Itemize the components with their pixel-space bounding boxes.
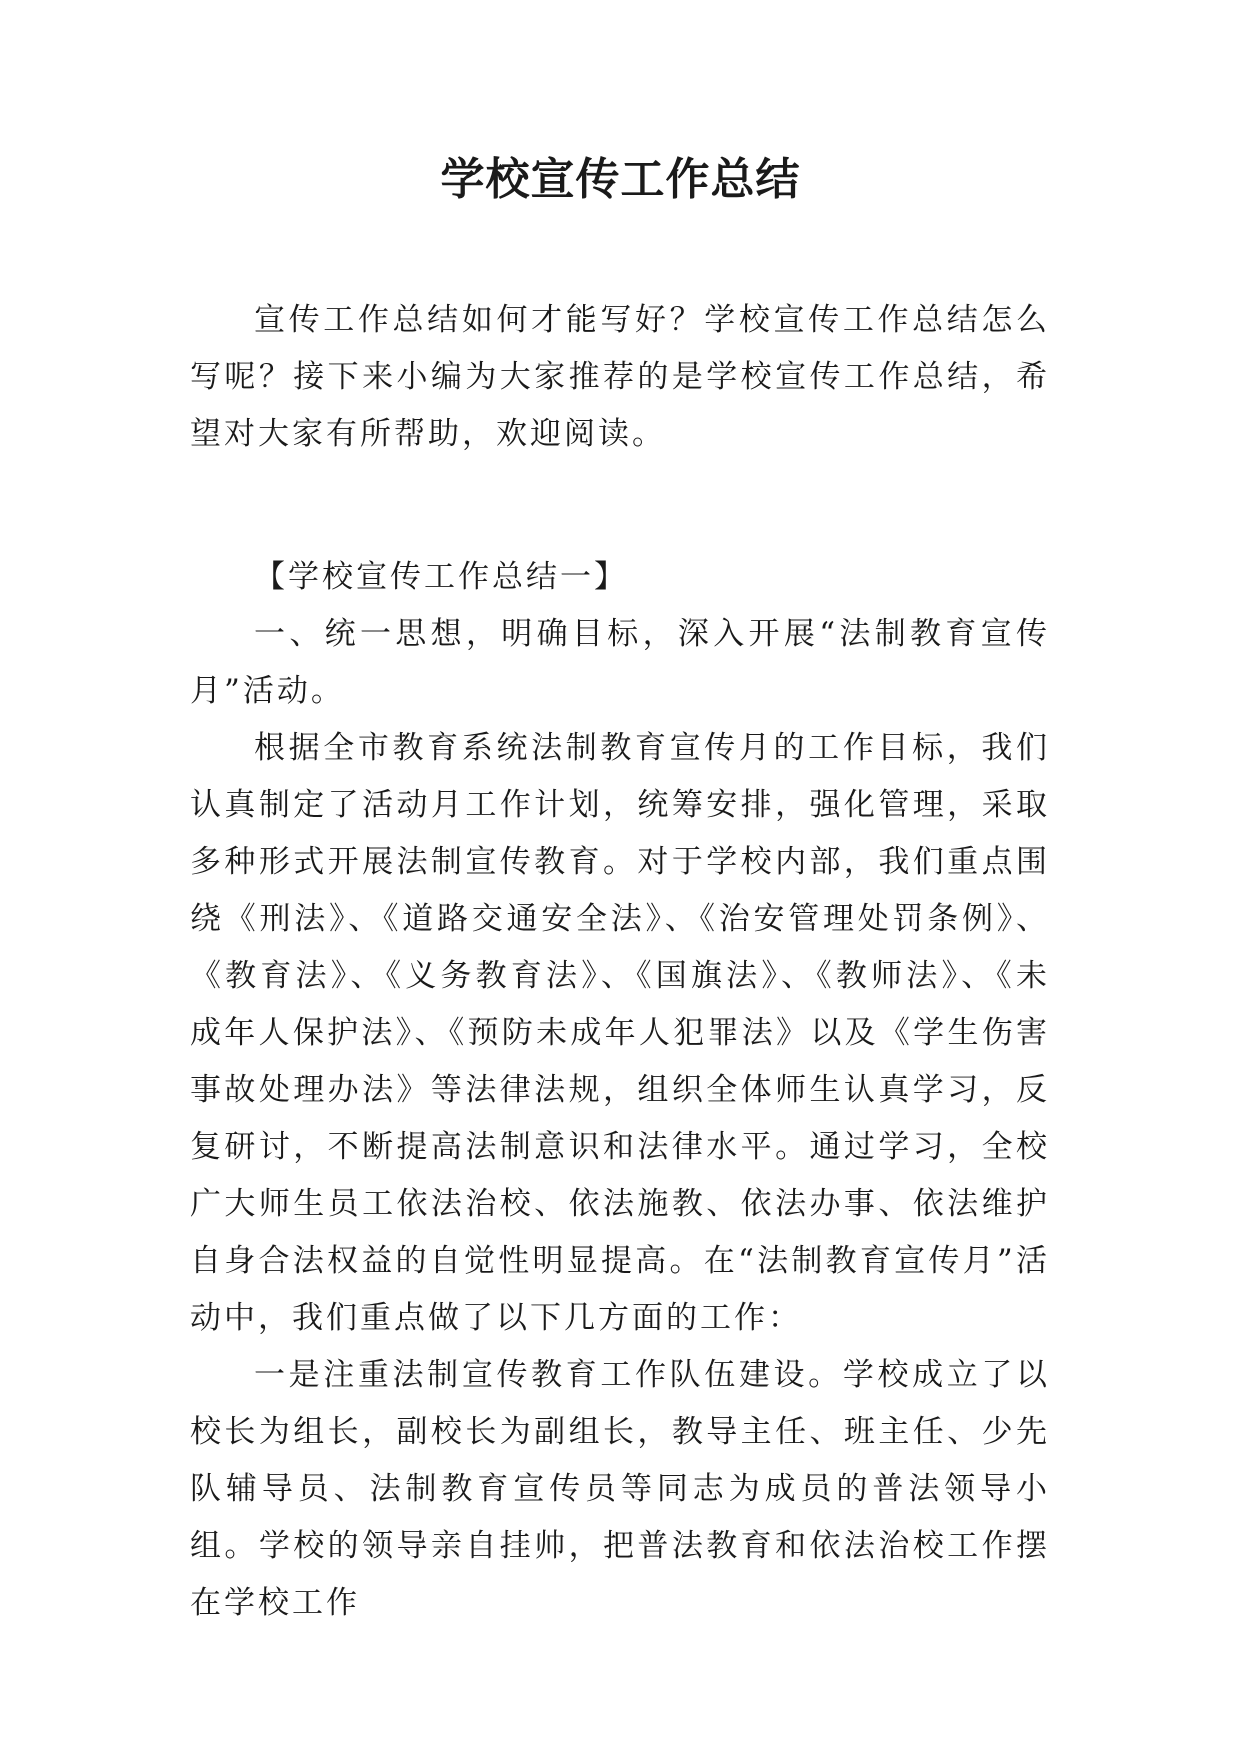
body-paragraph-1: 根据全市教育系统法制教育宣传月的工作目标，我们认真制定了活动月工作计划，统筹安排，强化管理，采取多种形式开展法制宣传教育。对于学校内部，我们重点围绕《刑法》、《道路交通安全法》、《治安管理处罚条例》、《教育法》、《义务教育法》、《国旗法》、《教师法》、《未成年人保护法》、《预防未成年人犯罪法》以及《学生伤害事故处理办法》等法律法规，组织全体师生认真学习，反复研讨，不断提高法制意识和法律水平。通过学习，全校广大师生员工依法治校、依法施教、依法办事、依法维护自身合法权益的自觉性明显提高。在“法制教育宣传月”活动中，我们重点做了以下几方面的工作：: [190, 730, 1050, 1336]
document-title: 学校宣传工作总结: [440, 154, 801, 205]
body-paragraph-2: 一是注重法制宣传教育工作队伍建设。学校成立了以校长为组长，副校长为副组长，教导主任、班主任、少先队辅导员、法制教育宣传员等同志为成员的普法领导小组。学校的领导亲自挂帅，把普法教育和依法治校工作摆在学校工作: [190, 1357, 1050, 1621]
intro-paragraph: 宣传工作总结如何才能写好？学校宣传工作总结怎么写呢？接下来小编为大家推荐的是学校宣传工作总结，希望对大家有所帮助，欢迎阅读。: [190, 302, 1050, 452]
document-body: [190, 292, 1050, 1632]
paragraph-gap: [190, 463, 1050, 549]
section-heading: 【学校宣传工作总结一】: [254, 559, 628, 595]
point-one-heading: 一、统一思想，明确目标，深入开展“法制教育宣传月”活动。: [190, 616, 1050, 709]
